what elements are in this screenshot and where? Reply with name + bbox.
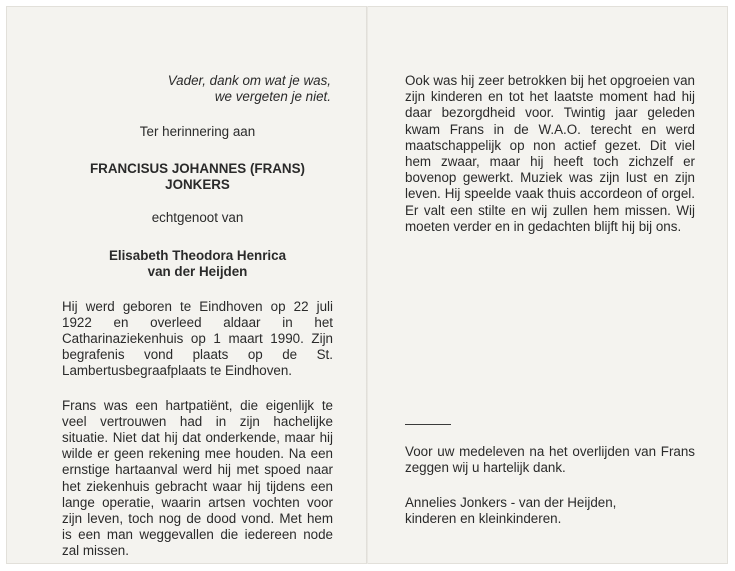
deceased-name [62, 161, 333, 193]
signature-line-1: Annelies Jonkers - van der Heijden, [405, 495, 617, 510]
card-fold [366, 6, 368, 564]
separator-line [405, 424, 451, 425]
deceased-name-line-1: FRANCISUS JOHANNES (FRANS) [89, 160, 305, 176]
motto-line-2: we vergeten je niet. [214, 89, 331, 105]
signature-block [405, 495, 695, 527]
left-panel [62, 73, 333, 560]
biography-paragraph: Hij werd geboren te Eindhoven op 22 juli 1922 en overleed aldaar in het Catharinaziekenhuis op 1 maart 1990. Zijn begrafenis vond plaats op de St. Lambertusbegraafplaats te Eindhoven. [62, 298, 333, 379]
spouse-intro: echtgenoot van [151, 210, 244, 226]
spouse-name-line-1: Elisabeth Theodora Henrica [108, 248, 287, 264]
spouse-name [62, 248, 333, 280]
story-paragraph-right: Ook was hij zeer betrokken bij het opgroeien van zijn kinderen en tot het laatste moment had hij daar bezorgdheid voor. Twintig jaar geleden kwam Frans in de W.A.O. terecht en werd maatschappelijk op non actief gezet. Dit viel hem zwaar, maar hij heeft toch zichzelf er bovenop gewerkt. Muziek was zijn lust en zijn leven. Hij speelde vaak thuis accordeon of orgel. Er valt een stilte en wij zullen hem missen. Wij moeten verder en in gedachten blijft hij bij ons. [405, 73, 695, 234]
right-panel [405, 73, 695, 235]
thanks-paragraph: Voor uw medeleven na het overlijden van Frans zeggen wij u hartelijk dank. [405, 444, 695, 476]
deceased-name-line-2: JONKERS [165, 176, 230, 192]
signature-line-2: kinderen en kleinkinderen. [405, 511, 562, 527]
motto-line-1: Vader, dank om wat je was, [167, 73, 331, 88]
story-paragraph-left: Frans was een hartpatiënt, die eigenlijk te veel vertrouwen had in zijn hachelijke situatie. Niet dat hij dat onderkende, maar hij wilde er geen rekening mee houden. Na een ernstige hartaanval werd hij met spoed naar het ziekenhuis gebracht waar hij tijdens een lange operatie, waarin artsen vochten voor zijn leven, toch nog de dood vond. Met hem is een man weggevallen die iedereen node zal missen. [62, 397, 333, 559]
motto [62, 73, 333, 105]
spouse-name-line-2: van der Heijden [147, 264, 248, 280]
remembrance-text: Ter herinnering aan [139, 124, 256, 140]
